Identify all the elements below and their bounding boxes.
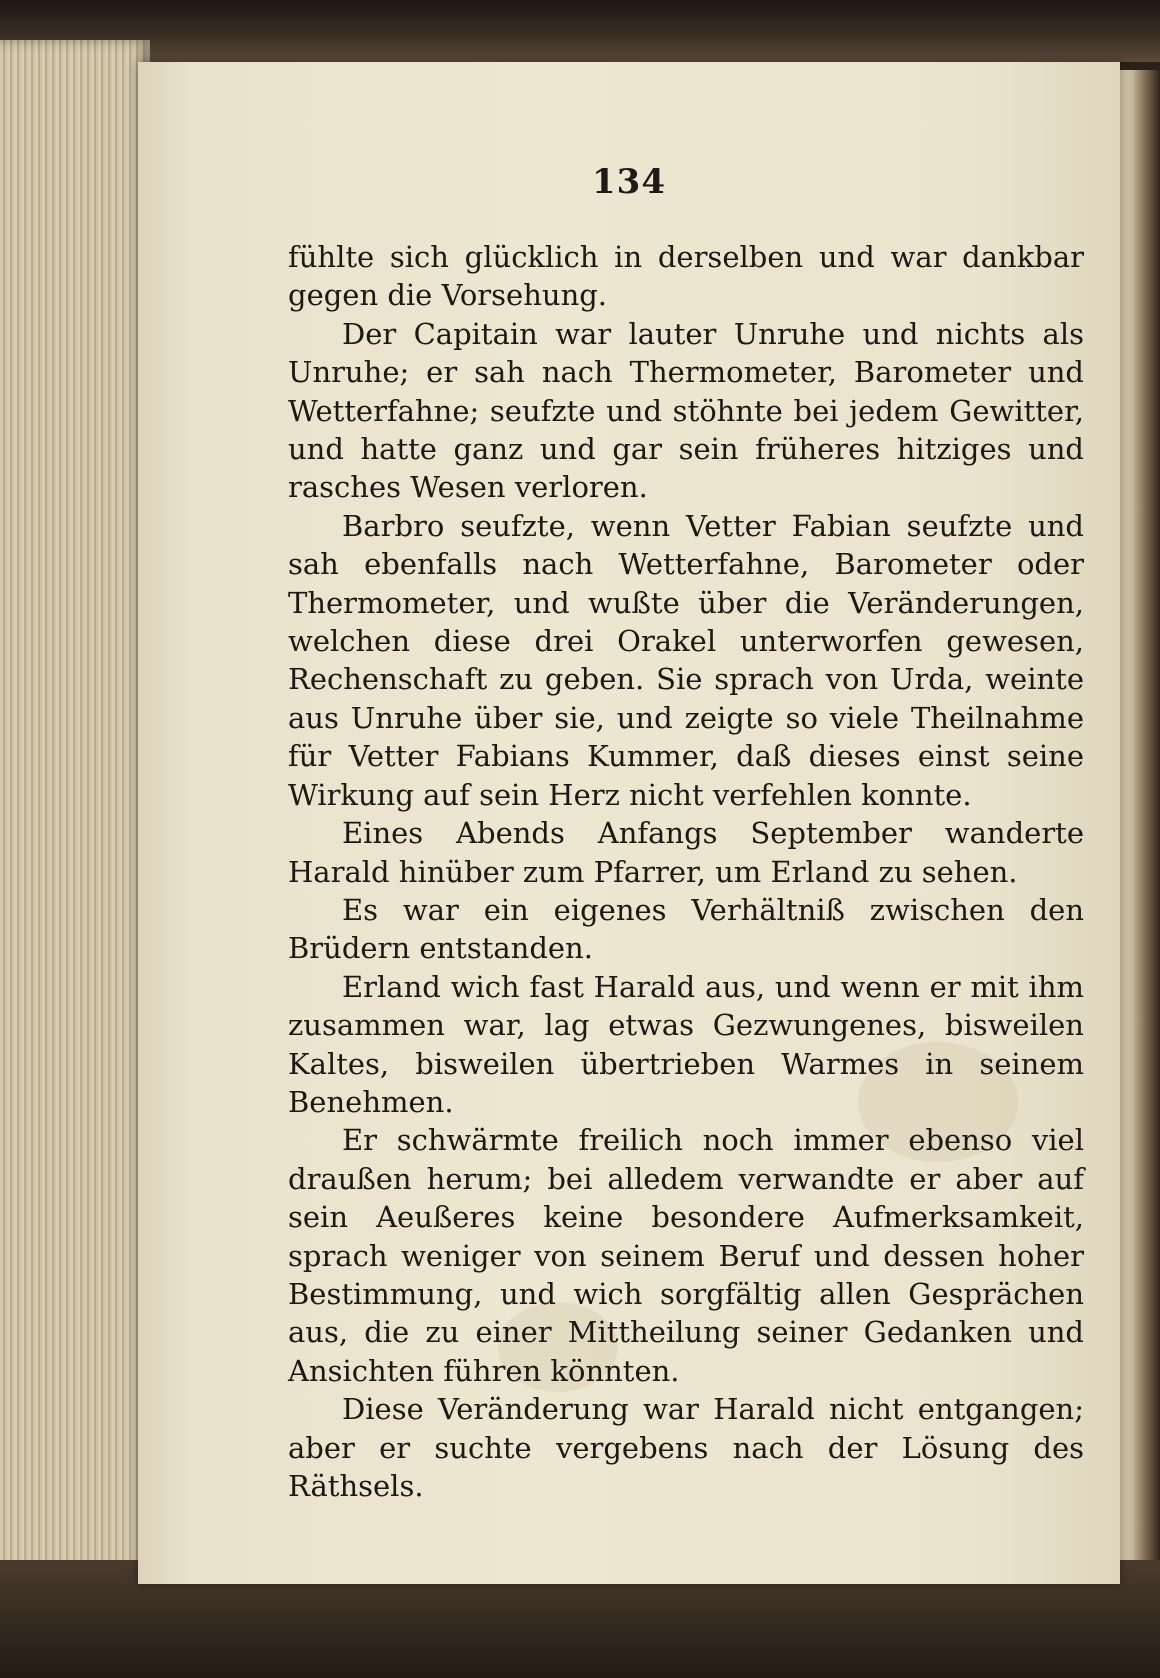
book-page	[138, 62, 1120, 1584]
page-edges-left	[0, 40, 150, 1640]
book-binding-top	[0, 0, 1160, 62]
paragraph: Erland wich fast Harald aus, und wenn er mit ihm zusammen war, lag etwas Gezwungenes, bisweilen Kaltes, bisweilen übertrieben Warmes in seinem Benehmen.	[288, 969, 1084, 1119]
paragraph: Der Capitain war lauter Unruhe und nichts als Unruhe; er sah nach Thermometer, Barometer und Wetterfahne; seufzte und stöhnte bei jedem Gewitter, und hatte ganz und gar sein früheres hitziges und rasches Wesen verloren.	[288, 316, 1084, 505]
paragraph: Diese Veränderung war Harald nicht entgangen; aber er suchte vergebens nach der Lösung des Räthsels.	[288, 1392, 1084, 1503]
paragraph: Es war ein eigenes Verhältniß zwischen den Brüdern entstanden.	[288, 892, 1084, 966]
paragraph: Eines Abends Anfangs September wanderte Harald hinüber zum Pfarrer, um Erland zu sehen.	[288, 816, 1084, 889]
paragraph: fühlte sich glücklich in derselben und war dankbar gegen die Vorsehung.	[288, 240, 1084, 313]
page-number: 134	[592, 162, 666, 202]
body-text	[288, 238, 1084, 1505]
paragraph: Barbro seufzte, wenn Vetter Fabian seufzte und sah ebenfalls nach Wetterfahne, Barometer oder Thermometer, und wußte über die Veränderungen, welchen diese drei Orakel unterworfen gewesen, Rechenschaft zu geben. Sie sprach von Urda, weinte aus Unruhe über sie, und zeigte so viele Theilnahme für Vetter Fabians Kummer, daß dieses einst seine Wirkung auf sein Herz nicht verfehlen konnte.	[288, 508, 1084, 812]
paragraph: Er schwärmte freilich noch immer ebenso viel draußen herum; bei alledem verwandte er aber auf sein Aeußeres keine besondere Aufmerksamkeit, sprach weniger von seinem Beruf und dessen hoher Bestimmung, und wich sorgfältig allen Gesprächen aus, die zu einer Mittheilung seiner Gedanken und Ansichten führen könnten.	[288, 1123, 1084, 1388]
